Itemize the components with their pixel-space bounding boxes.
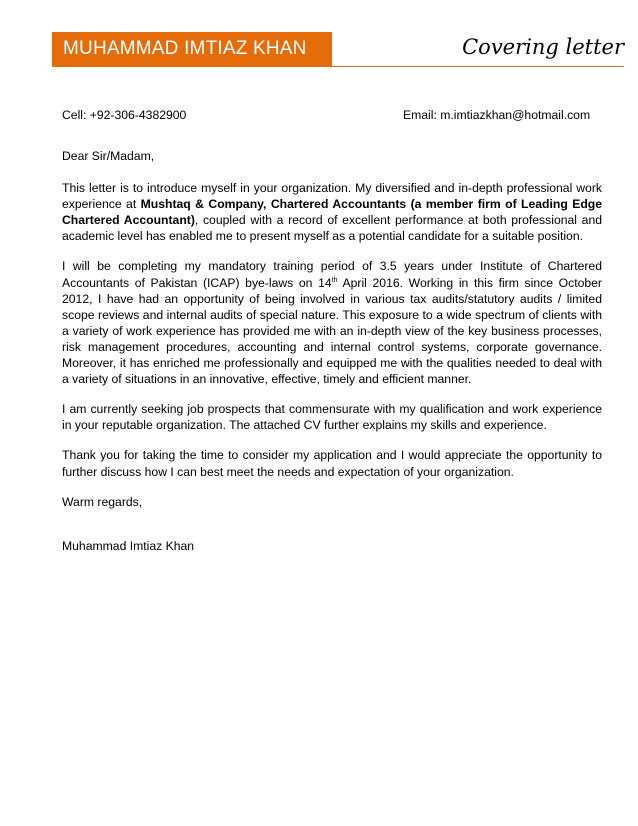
firm-name: Mushtaq & Company, Chartered Accountants (a member firm of Leading Edge Chartered Accountant) xyxy=(62,197,603,228)
applicant-name: MUHAMMAD IMTIAZ KHAN xyxy=(63,38,307,59)
email-address: Email: m.imtiazkhan@hotmail.com xyxy=(403,108,591,122)
document-title: Covering letter xyxy=(462,35,624,59)
experience-text-end: April 2016. Working in this firm since October 2012, I have had an opportunity of being involved in various tax audits/statutory audits / limited scope reviews and internal audits of special nature. This exposure to a wide spectrum of clients with a variety of work experience has provided me with an in-depth view of the key business processes, risk management procedures, accounting and internal control systems, corporate governance. Moreover, it has enriched me professionally and equipped me with the qualities needed to deal with a variety of situations in an innovative, effective, timely and efficient manner. xyxy=(62,275,602,387)
paragraph-job-prospects: I am currently seeking job prospects that commensurate with my qualification and work experience in your reputable organization. The attached CV further explains my skills and experience. xyxy=(62,402,602,433)
header-divider xyxy=(332,66,624,67)
intro-text-end: , coupled with a record of excellent performance at both professional and academic level has enabled me to present myself as a potential candidate for a suitable position. xyxy=(62,213,602,244)
paragraph-experience xyxy=(62,258,602,387)
greeting: Dear Sir/Madam, xyxy=(62,149,155,163)
paragraph-introduction xyxy=(62,180,602,244)
cell-number: Cell: +92-306-4382900 xyxy=(62,108,187,122)
intro-text: This letter is to introduce myself in your organization. My diversified and in-depth professional work experience at xyxy=(62,181,602,212)
signature-name: Muhammad Imtiaz Khan xyxy=(62,538,195,553)
experience-text: I will be completing my mandatory training period of 3.5 years under Institute of Chartered Accountants of Pakistan (ICAP) bye-laws on 14 xyxy=(62,259,602,290)
date-ordinal: th xyxy=(331,276,338,284)
letter-body xyxy=(62,148,602,568)
paragraph-thanks: Thank you for taking the time to consider my application and I would appreciate the opportunity to further discuss how I can best meet the needs and expectation of your organization. xyxy=(62,448,602,479)
closing: Warm regards, xyxy=(62,494,143,509)
